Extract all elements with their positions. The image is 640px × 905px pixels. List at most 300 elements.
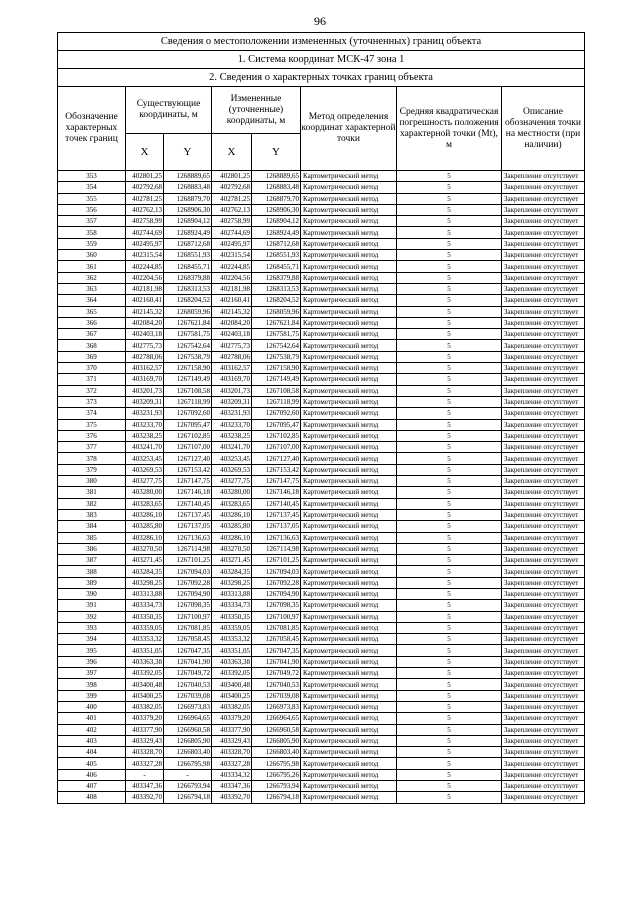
table-row bbox=[58, 283, 585, 294]
x-existing: 403359,05 bbox=[126, 622, 164, 633]
table-row bbox=[58, 329, 585, 340]
method-cell: Картометрический метод bbox=[301, 622, 397, 633]
point-number: 380 bbox=[58, 476, 126, 487]
description-cell: Закрепление отсутствует bbox=[502, 442, 585, 453]
point-number: 353 bbox=[58, 171, 126, 182]
method-cell: Картометрический метод bbox=[301, 430, 397, 441]
x-existing: 403169,70 bbox=[126, 374, 164, 385]
x-changed: 403382,05 bbox=[212, 701, 252, 712]
table-row bbox=[58, 363, 585, 374]
y-existing: 1267621,84 bbox=[164, 317, 212, 328]
table-body bbox=[58, 171, 585, 804]
y-changed: 1267158,90 bbox=[252, 363, 301, 374]
point-number: 362 bbox=[58, 272, 126, 283]
y-changed: 1268924,49 bbox=[252, 227, 301, 238]
description-cell: Закрепление отсутствует bbox=[502, 521, 585, 532]
x-changed: 403377,90 bbox=[212, 724, 252, 735]
y-existing: 1266793,94 bbox=[164, 781, 212, 792]
description-cell: Закрепление отсутствует bbox=[502, 509, 585, 520]
x-changed: 402801,25 bbox=[212, 171, 252, 182]
x-changed: 403201,73 bbox=[212, 385, 252, 396]
method-cell: Картометрический метод bbox=[301, 272, 397, 283]
description-cell: Закрепление отсутствует bbox=[502, 577, 585, 588]
method-cell: Картометрический метод bbox=[301, 306, 397, 317]
point-number: 365 bbox=[58, 306, 126, 317]
header-changed-coords: Измененные (уточненные) координаты, м bbox=[212, 87, 301, 134]
table-row bbox=[58, 385, 585, 396]
x-changed: 402781,25 bbox=[212, 193, 252, 204]
y-changed: 1268906,30 bbox=[252, 204, 301, 215]
y-existing: 1267092,28 bbox=[164, 577, 212, 588]
error-cell: 5 bbox=[397, 329, 502, 340]
method-cell: Картометрический метод bbox=[301, 408, 397, 419]
table-row bbox=[58, 498, 585, 509]
point-number: 375 bbox=[58, 419, 126, 430]
y-existing: 1267146,18 bbox=[164, 487, 212, 498]
y-changed: 1267118,99 bbox=[252, 396, 301, 407]
point-number: 368 bbox=[58, 340, 126, 351]
description-cell: Закрепление отсутствует bbox=[502, 408, 585, 419]
table-row bbox=[58, 238, 585, 249]
y-changed: 1267040,53 bbox=[252, 679, 301, 690]
description-cell: Закрепление отсутствует bbox=[502, 758, 585, 769]
x-changed: 402145,32 bbox=[212, 306, 252, 317]
section-heading: 2. Сведения о характерных точках границ объекта bbox=[58, 69, 585, 87]
method-cell: Картометрический метод bbox=[301, 227, 397, 238]
description-cell: Закрепление отсутствует bbox=[502, 419, 585, 430]
description-cell: Закрепление отсутствует bbox=[502, 306, 585, 317]
description-cell: Закрепление отсутствует bbox=[502, 204, 585, 215]
error-cell: 5 bbox=[397, 317, 502, 328]
method-cell: Картометрический метод bbox=[301, 521, 397, 532]
table-row bbox=[58, 668, 585, 679]
point-number: 357 bbox=[58, 216, 126, 227]
x-changed: 402160,41 bbox=[212, 295, 252, 306]
x-existing: 403270,50 bbox=[126, 543, 164, 554]
x-changed: 402775,73 bbox=[212, 340, 252, 351]
method-cell: Картометрический метод bbox=[301, 171, 397, 182]
y-changed: 1268204,52 bbox=[252, 295, 301, 306]
point-number: 393 bbox=[58, 622, 126, 633]
point-number: 401 bbox=[58, 713, 126, 724]
x-changed: 402084,20 bbox=[212, 317, 252, 328]
y-changed: 1267146,18 bbox=[252, 487, 301, 498]
y-changed: 1267039,08 bbox=[252, 690, 301, 701]
x-existing: 402160,41 bbox=[126, 295, 164, 306]
description-cell: Закрепление отсутствует bbox=[502, 532, 585, 543]
point-number: 366 bbox=[58, 317, 126, 328]
description-cell: Закрепление отсутствует bbox=[502, 781, 585, 792]
y-existing: 1268889,65 bbox=[164, 171, 212, 182]
x-existing: 403350,35 bbox=[126, 611, 164, 622]
y-changed: 1267140,45 bbox=[252, 498, 301, 509]
y-changed: 1267101,25 bbox=[252, 555, 301, 566]
point-number: 364 bbox=[58, 295, 126, 306]
x-existing: 402244,85 bbox=[126, 261, 164, 272]
table-row bbox=[58, 272, 585, 283]
description-cell: Закрепление отсутствует bbox=[502, 735, 585, 746]
y-changed: 1266973,83 bbox=[252, 701, 301, 712]
y-existing: 1266795,98 bbox=[164, 758, 212, 769]
error-cell: 5 bbox=[397, 690, 502, 701]
y-changed: 1266794,18 bbox=[252, 792, 301, 803]
x-changed: 403284,35 bbox=[212, 566, 252, 577]
x-existing: 403392,05 bbox=[126, 668, 164, 679]
description-cell: Закрепление отсутствует bbox=[502, 453, 585, 464]
error-cell: 5 bbox=[397, 295, 502, 306]
x-existing: 403285,80 bbox=[126, 521, 164, 532]
description-cell: Закрепление отсутствует bbox=[502, 295, 585, 306]
error-cell: 5 bbox=[397, 577, 502, 588]
y-existing: 1266973,83 bbox=[164, 701, 212, 712]
x-existing: 402204,56 bbox=[126, 272, 164, 283]
header-error: Средняя квадратическая погрешность положения характерной точки (Mt), м bbox=[397, 87, 502, 171]
y-existing: 1268924,49 bbox=[164, 227, 212, 238]
x-existing: 403286,10 bbox=[126, 509, 164, 520]
description-cell: Закрепление отсутствует bbox=[502, 351, 585, 362]
y-changed: 1267137,05 bbox=[252, 521, 301, 532]
y-existing: 1266964,65 bbox=[164, 713, 212, 724]
point-number: 399 bbox=[58, 690, 126, 701]
y-changed: 1267127,40 bbox=[252, 453, 301, 464]
table-row bbox=[58, 295, 585, 306]
table-row bbox=[58, 781, 585, 792]
x-existing: 403329,43 bbox=[126, 735, 164, 746]
y-changed: 1267136,63 bbox=[252, 532, 301, 543]
y-existing: 1267114,98 bbox=[164, 543, 212, 554]
y-existing: 1268059,96 bbox=[164, 306, 212, 317]
x-existing: 403238,25 bbox=[126, 430, 164, 441]
method-cell: Картометрический метод bbox=[301, 713, 397, 724]
x-changed: 402315,54 bbox=[212, 250, 252, 261]
x-existing: 402495,97 bbox=[126, 238, 164, 249]
x-existing: 402801,25 bbox=[126, 171, 164, 182]
method-cell: Картометрический метод bbox=[301, 464, 397, 475]
table-row bbox=[58, 171, 585, 182]
method-cell: Картометрический метод bbox=[301, 182, 397, 193]
y-changed: 1268883,48 bbox=[252, 182, 301, 193]
error-cell: 5 bbox=[397, 216, 502, 227]
x-changed: 402403,18 bbox=[212, 329, 252, 340]
error-cell: 5 bbox=[397, 261, 502, 272]
x-changed: 403286,10 bbox=[212, 532, 252, 543]
x-existing: 402788,06 bbox=[126, 351, 164, 362]
table-row bbox=[58, 317, 585, 328]
y-existing: 1267149,49 bbox=[164, 374, 212, 385]
table-row bbox=[58, 645, 585, 656]
error-cell: 5 bbox=[397, 238, 502, 249]
table-row bbox=[58, 532, 585, 543]
method-cell: Картометрический метод bbox=[301, 792, 397, 803]
y-existing: 1267094,90 bbox=[164, 588, 212, 599]
method-cell: Картометрический метод bbox=[301, 701, 397, 712]
y-changed: 1266803,40 bbox=[252, 747, 301, 758]
method-cell: Картометрический метод bbox=[301, 656, 397, 667]
y-existing: 1268712,68 bbox=[164, 238, 212, 249]
x-existing: 403334,73 bbox=[126, 600, 164, 611]
point-number: 404 bbox=[58, 747, 126, 758]
table-row bbox=[58, 521, 585, 532]
y-changed: 1267542,64 bbox=[252, 340, 301, 351]
method-cell: Картометрический метод bbox=[301, 476, 397, 487]
table-row bbox=[58, 487, 585, 498]
method-cell: Картометрический метод bbox=[301, 668, 397, 679]
x-existing: 403392,70 bbox=[126, 792, 164, 803]
header-method: Метод определения координат характерной точки bbox=[301, 87, 397, 171]
y-changed: 1267107,00 bbox=[252, 442, 301, 453]
table-row bbox=[58, 769, 585, 780]
error-cell: 5 bbox=[397, 622, 502, 633]
error-cell: 5 bbox=[397, 634, 502, 645]
y-existing: 1266805,90 bbox=[164, 735, 212, 746]
y-existing: 1267107,00 bbox=[164, 442, 212, 453]
description-cell: Закрепление отсутствует bbox=[502, 171, 585, 182]
description-cell: Закрепление отсутствует bbox=[502, 487, 585, 498]
x-existing: 403162,57 bbox=[126, 363, 164, 374]
error-cell: 5 bbox=[397, 521, 502, 532]
table-row bbox=[58, 464, 585, 475]
x-changed: 403334,32 bbox=[212, 769, 252, 780]
y-existing: 1268904,12 bbox=[164, 216, 212, 227]
y-existing: 1267581,75 bbox=[164, 329, 212, 340]
x-changed: 403169,70 bbox=[212, 374, 252, 385]
y-changed: 1267581,75 bbox=[252, 329, 301, 340]
table-row bbox=[58, 419, 585, 430]
x-changed: 402792,68 bbox=[212, 182, 252, 193]
y-existing: 1267137,05 bbox=[164, 521, 212, 532]
x-changed: 403238,25 bbox=[212, 430, 252, 441]
y-existing: 1267137,45 bbox=[164, 509, 212, 520]
table-row bbox=[58, 566, 585, 577]
description-cell: Закрепление отсутствует bbox=[502, 317, 585, 328]
table-row bbox=[58, 509, 585, 520]
y-existing: 1267098,35 bbox=[164, 600, 212, 611]
method-cell: Картометрический метод bbox=[301, 487, 397, 498]
x-existing: 402758,99 bbox=[126, 216, 164, 227]
y-existing: 1267049,72 bbox=[164, 668, 212, 679]
y-existing: 1267538,79 bbox=[164, 351, 212, 362]
method-cell: Картометрический метод bbox=[301, 340, 397, 351]
method-cell: Картометрический метод bbox=[301, 283, 397, 294]
method-cell: Картометрический метод bbox=[301, 747, 397, 758]
point-number: 387 bbox=[58, 555, 126, 566]
x-changed: 403328,70 bbox=[212, 747, 252, 758]
x-existing: 403201,73 bbox=[126, 385, 164, 396]
error-cell: 5 bbox=[397, 182, 502, 193]
y-changed: 1266960,58 bbox=[252, 724, 301, 735]
x-existing: 403379,20 bbox=[126, 713, 164, 724]
method-cell: Картометрический метод bbox=[301, 329, 397, 340]
method-cell: Картометрический метод bbox=[301, 532, 397, 543]
header-existing-coords: Существующие координаты, м bbox=[126, 87, 212, 134]
method-cell: Картометрический метод bbox=[301, 396, 397, 407]
point-number: 388 bbox=[58, 566, 126, 577]
x-changed: 403313,88 bbox=[212, 588, 252, 599]
error-cell: 5 bbox=[397, 588, 502, 599]
boundary-points-table bbox=[57, 32, 585, 804]
description-cell: Закрепление отсутствует bbox=[502, 600, 585, 611]
table-row bbox=[58, 747, 585, 758]
y-changed: 1266795,26 bbox=[252, 769, 301, 780]
x-existing: 403353,32 bbox=[126, 634, 164, 645]
x-changed: 403392,70 bbox=[212, 792, 252, 803]
description-cell: Закрепление отсутствует bbox=[502, 566, 585, 577]
y-existing: 1267101,25 bbox=[164, 555, 212, 566]
point-number: 369 bbox=[58, 351, 126, 362]
point-number: 408 bbox=[58, 792, 126, 803]
x-changed: 403351,05 bbox=[212, 645, 252, 656]
y-changed: 1268879,70 bbox=[252, 193, 301, 204]
error-cell: 5 bbox=[397, 351, 502, 362]
point-number: 379 bbox=[58, 464, 126, 475]
method-cell: Картометрический метод bbox=[301, 238, 397, 249]
table-row bbox=[58, 555, 585, 566]
x-changed: 403400,25 bbox=[212, 690, 252, 701]
x-changed: 403329,43 bbox=[212, 735, 252, 746]
error-cell: 5 bbox=[397, 769, 502, 780]
y-existing: 1267140,45 bbox=[164, 498, 212, 509]
y-changed: 1267621,84 bbox=[252, 317, 301, 328]
x-existing: 402781,25 bbox=[126, 193, 164, 204]
point-number: 382 bbox=[58, 498, 126, 509]
error-cell: 5 bbox=[397, 419, 502, 430]
y-changed: 1267092,28 bbox=[252, 577, 301, 588]
x-changed: 402204,56 bbox=[212, 272, 252, 283]
point-number: 367 bbox=[58, 329, 126, 340]
point-number: 370 bbox=[58, 363, 126, 374]
header-y-changed: Y bbox=[252, 134, 301, 171]
description-cell: Закрепление отсутствует bbox=[502, 329, 585, 340]
error-cell: 5 bbox=[397, 171, 502, 182]
description-cell: Закрепление отсутствует bbox=[502, 690, 585, 701]
x-changed: 403283,65 bbox=[212, 498, 252, 509]
x-existing: 403286,10 bbox=[126, 532, 164, 543]
point-number: 377 bbox=[58, 442, 126, 453]
error-cell: 5 bbox=[397, 679, 502, 690]
x-changed: 403285,80 bbox=[212, 521, 252, 532]
table-row bbox=[58, 442, 585, 453]
point-number: 398 bbox=[58, 679, 126, 690]
description-cell: Закрепление отсутствует bbox=[502, 679, 585, 690]
table-row bbox=[58, 227, 585, 238]
description-cell: Закрепление отсутствует bbox=[502, 238, 585, 249]
method-cell: Картометрический метод bbox=[301, 634, 397, 645]
method-cell: Картометрический метод bbox=[301, 385, 397, 396]
table-row bbox=[58, 735, 585, 746]
method-cell: Картометрический метод bbox=[301, 758, 397, 769]
y-changed: 1268889,65 bbox=[252, 171, 301, 182]
x-changed: 403209,31 bbox=[212, 396, 252, 407]
x-changed: 403327,28 bbox=[212, 758, 252, 769]
method-cell: Картометрический метод bbox=[301, 735, 397, 746]
point-number: 403 bbox=[58, 735, 126, 746]
method-cell: Картометрический метод bbox=[301, 588, 397, 599]
y-existing: 1267058,45 bbox=[164, 634, 212, 645]
method-cell: Картометрический метод bbox=[301, 374, 397, 385]
x-changed: 403233,70 bbox=[212, 419, 252, 430]
method-cell: Картометрический метод bbox=[301, 645, 397, 656]
error-cell: 5 bbox=[397, 430, 502, 441]
x-changed: 403277,75 bbox=[212, 476, 252, 487]
y-existing: - bbox=[164, 769, 212, 780]
table-row bbox=[58, 543, 585, 554]
point-number: 381 bbox=[58, 487, 126, 498]
error-cell: 5 bbox=[397, 193, 502, 204]
table-row bbox=[58, 374, 585, 385]
y-existing: 1267542,64 bbox=[164, 340, 212, 351]
error-cell: 5 bbox=[397, 464, 502, 475]
x-changed: 403359,05 bbox=[212, 622, 252, 633]
error-cell: 5 bbox=[397, 509, 502, 520]
point-number: 371 bbox=[58, 374, 126, 385]
x-changed: 402495,97 bbox=[212, 238, 252, 249]
x-changed: 403379,20 bbox=[212, 713, 252, 724]
table-row bbox=[58, 182, 585, 193]
header-description: Описание обозначения точки на местности (при наличии) bbox=[502, 87, 585, 171]
x-changed: 403231,93 bbox=[212, 408, 252, 419]
table-row bbox=[58, 792, 585, 803]
point-number: 389 bbox=[58, 577, 126, 588]
table-row bbox=[58, 340, 585, 351]
point-number: 354 bbox=[58, 182, 126, 193]
y-changed: 1266795,98 bbox=[252, 758, 301, 769]
description-cell: Закрепление отсутствует bbox=[502, 622, 585, 633]
description-cell: Закрепление отсутствует bbox=[502, 363, 585, 374]
y-existing: 1267153,42 bbox=[164, 464, 212, 475]
x-existing: 402403,18 bbox=[126, 329, 164, 340]
y-existing: 1267047,35 bbox=[164, 645, 212, 656]
x-changed: 403392,05 bbox=[212, 668, 252, 679]
y-changed: 1267149,49 bbox=[252, 374, 301, 385]
y-changed: 1267095,47 bbox=[252, 419, 301, 430]
description-cell: Закрепление отсутствует bbox=[502, 792, 585, 803]
description-cell: Закрепление отсутствует bbox=[502, 272, 585, 283]
y-existing: 1268313,53 bbox=[164, 283, 212, 294]
y-existing: 1268883,48 bbox=[164, 182, 212, 193]
x-existing: 403241,70 bbox=[126, 442, 164, 453]
y-changed: 1267153,42 bbox=[252, 464, 301, 475]
table-row bbox=[58, 634, 585, 645]
y-changed: 1266793,94 bbox=[252, 781, 301, 792]
method-cell: Картометрический метод bbox=[301, 250, 397, 261]
method-cell: Картометрический метод bbox=[301, 600, 397, 611]
point-number: 392 bbox=[58, 611, 126, 622]
y-existing: 1268551,93 bbox=[164, 250, 212, 261]
method-cell: Картометрический метод bbox=[301, 781, 397, 792]
x-existing: 403253,45 bbox=[126, 453, 164, 464]
y-existing: 1267094,03 bbox=[164, 566, 212, 577]
point-number: 376 bbox=[58, 430, 126, 441]
point-number: 397 bbox=[58, 668, 126, 679]
x-existing: 403209,31 bbox=[126, 396, 164, 407]
description-cell: Закрепление отсутствует bbox=[502, 340, 585, 351]
y-existing: 1267127,40 bbox=[164, 453, 212, 464]
y-existing: 1267158,90 bbox=[164, 363, 212, 374]
table-row bbox=[58, 679, 585, 690]
method-cell: Картометрический метод bbox=[301, 204, 397, 215]
error-cell: 5 bbox=[397, 724, 502, 735]
description-cell: Закрепление отсутствует bbox=[502, 701, 585, 712]
error-cell: 5 bbox=[397, 306, 502, 317]
x-existing: 402775,73 bbox=[126, 340, 164, 351]
x-changed: 402758,99 bbox=[212, 216, 252, 227]
table-row bbox=[58, 577, 585, 588]
y-changed: 1266964,65 bbox=[252, 713, 301, 724]
table-row bbox=[58, 453, 585, 464]
description-cell: Закрепление отсутствует bbox=[502, 747, 585, 758]
method-cell: Картометрический метод bbox=[301, 351, 397, 362]
y-changed: 1267047,35 bbox=[252, 645, 301, 656]
